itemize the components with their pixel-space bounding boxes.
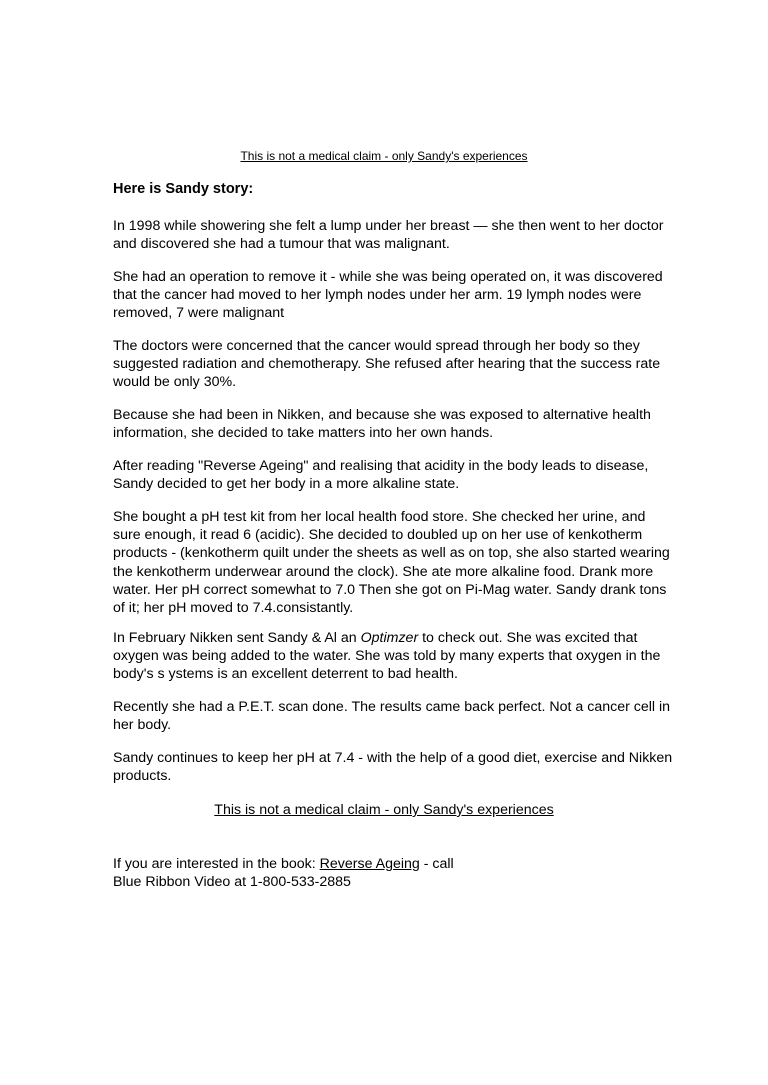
paragraph-reverse-ageing: After reading "Reverse Ageing" and realising that acidity in the body leads to disease, Sandy decided to get her body in a more alkaline state. (113, 458, 649, 493)
contact-info (113, 855, 454, 891)
optimizer-term: Optimzer (360, 630, 419, 646)
contact-line-book (113, 855, 454, 873)
paragraph-ph-test: She bought a pH test kit from her local health food store. She checked her urine, and sure enough, it read 6 (acidic). She decided to doubled up on her use of kenkotherm products - (kenkotherm quilt under the sheets as well as on top, she also started wearing the kenkotherm underwear around the clock). She ate more alkaline food. Drank more water. Her pH correct somewhat to 7.0 Then she got on Pi-Mag water. Sandy drank tons of it; her pH moved to 7.4.consistantly. (113, 509, 670, 617)
contact-intro: If you are interested in the book: (113, 856, 320, 872)
paragraph-lump-discovery: In 1998 while showering she felt a lump under her breast — she then went to her doctor and discovered she had a tumour that was malignant. (113, 218, 664, 253)
book-title-link[interactable]: Reverse Ageing (319, 856, 420, 872)
disclaimer-bottom: This is not a medical claim - only Sandy's experiences (214, 802, 554, 818)
paragraph-pet-scan: Recently she had a P.E.T. scan done. The results came back perfect. Not a cancer cell in her body. (113, 699, 671, 734)
paragraph-optimizer-end: to check out. She was excited that oxygen was being added to the water. She was told by many experts that oxygen in the body's s ystems is an excellent deterrent to bad health. (113, 630, 661, 683)
disclaimer-top: This is not a medical claim - only Sandy's experiences (240, 149, 528, 163)
contact-line-phone: Blue Ribbon Video at 1-800-533-2885 (113, 874, 351, 891)
paragraph-optimizer-start: In February Nikken sent Sandy & Al an (113, 630, 361, 646)
story-title: Here is Sandy story: (113, 181, 254, 197)
paragraph-operation: She had an operation to remove it - while she was being operated on, it was discovered that the cancer had moved to her lymph nodes under her arm. 19 lymph nodes were removed, 7 were malignant (113, 269, 663, 322)
paragraph-optimizer (113, 629, 673, 684)
contact-call: - call (419, 856, 454, 872)
paragraph-doctors-concern: The doctors were concerned that the cancer would spread through her body so they suggested radiation and chemotherapy. She refused after hearing that the success rate would be only 30%. (113, 338, 661, 391)
paragraph-nikken: Because she had been in Nikken, and because she was exposed to alternative health information, she decided to take matters into her own hands. (113, 407, 651, 442)
paragraph-continues: Sandy continues to keep her pH at 7.4 - with the help of a good diet, exercise and Nikken products. (113, 750, 673, 785)
